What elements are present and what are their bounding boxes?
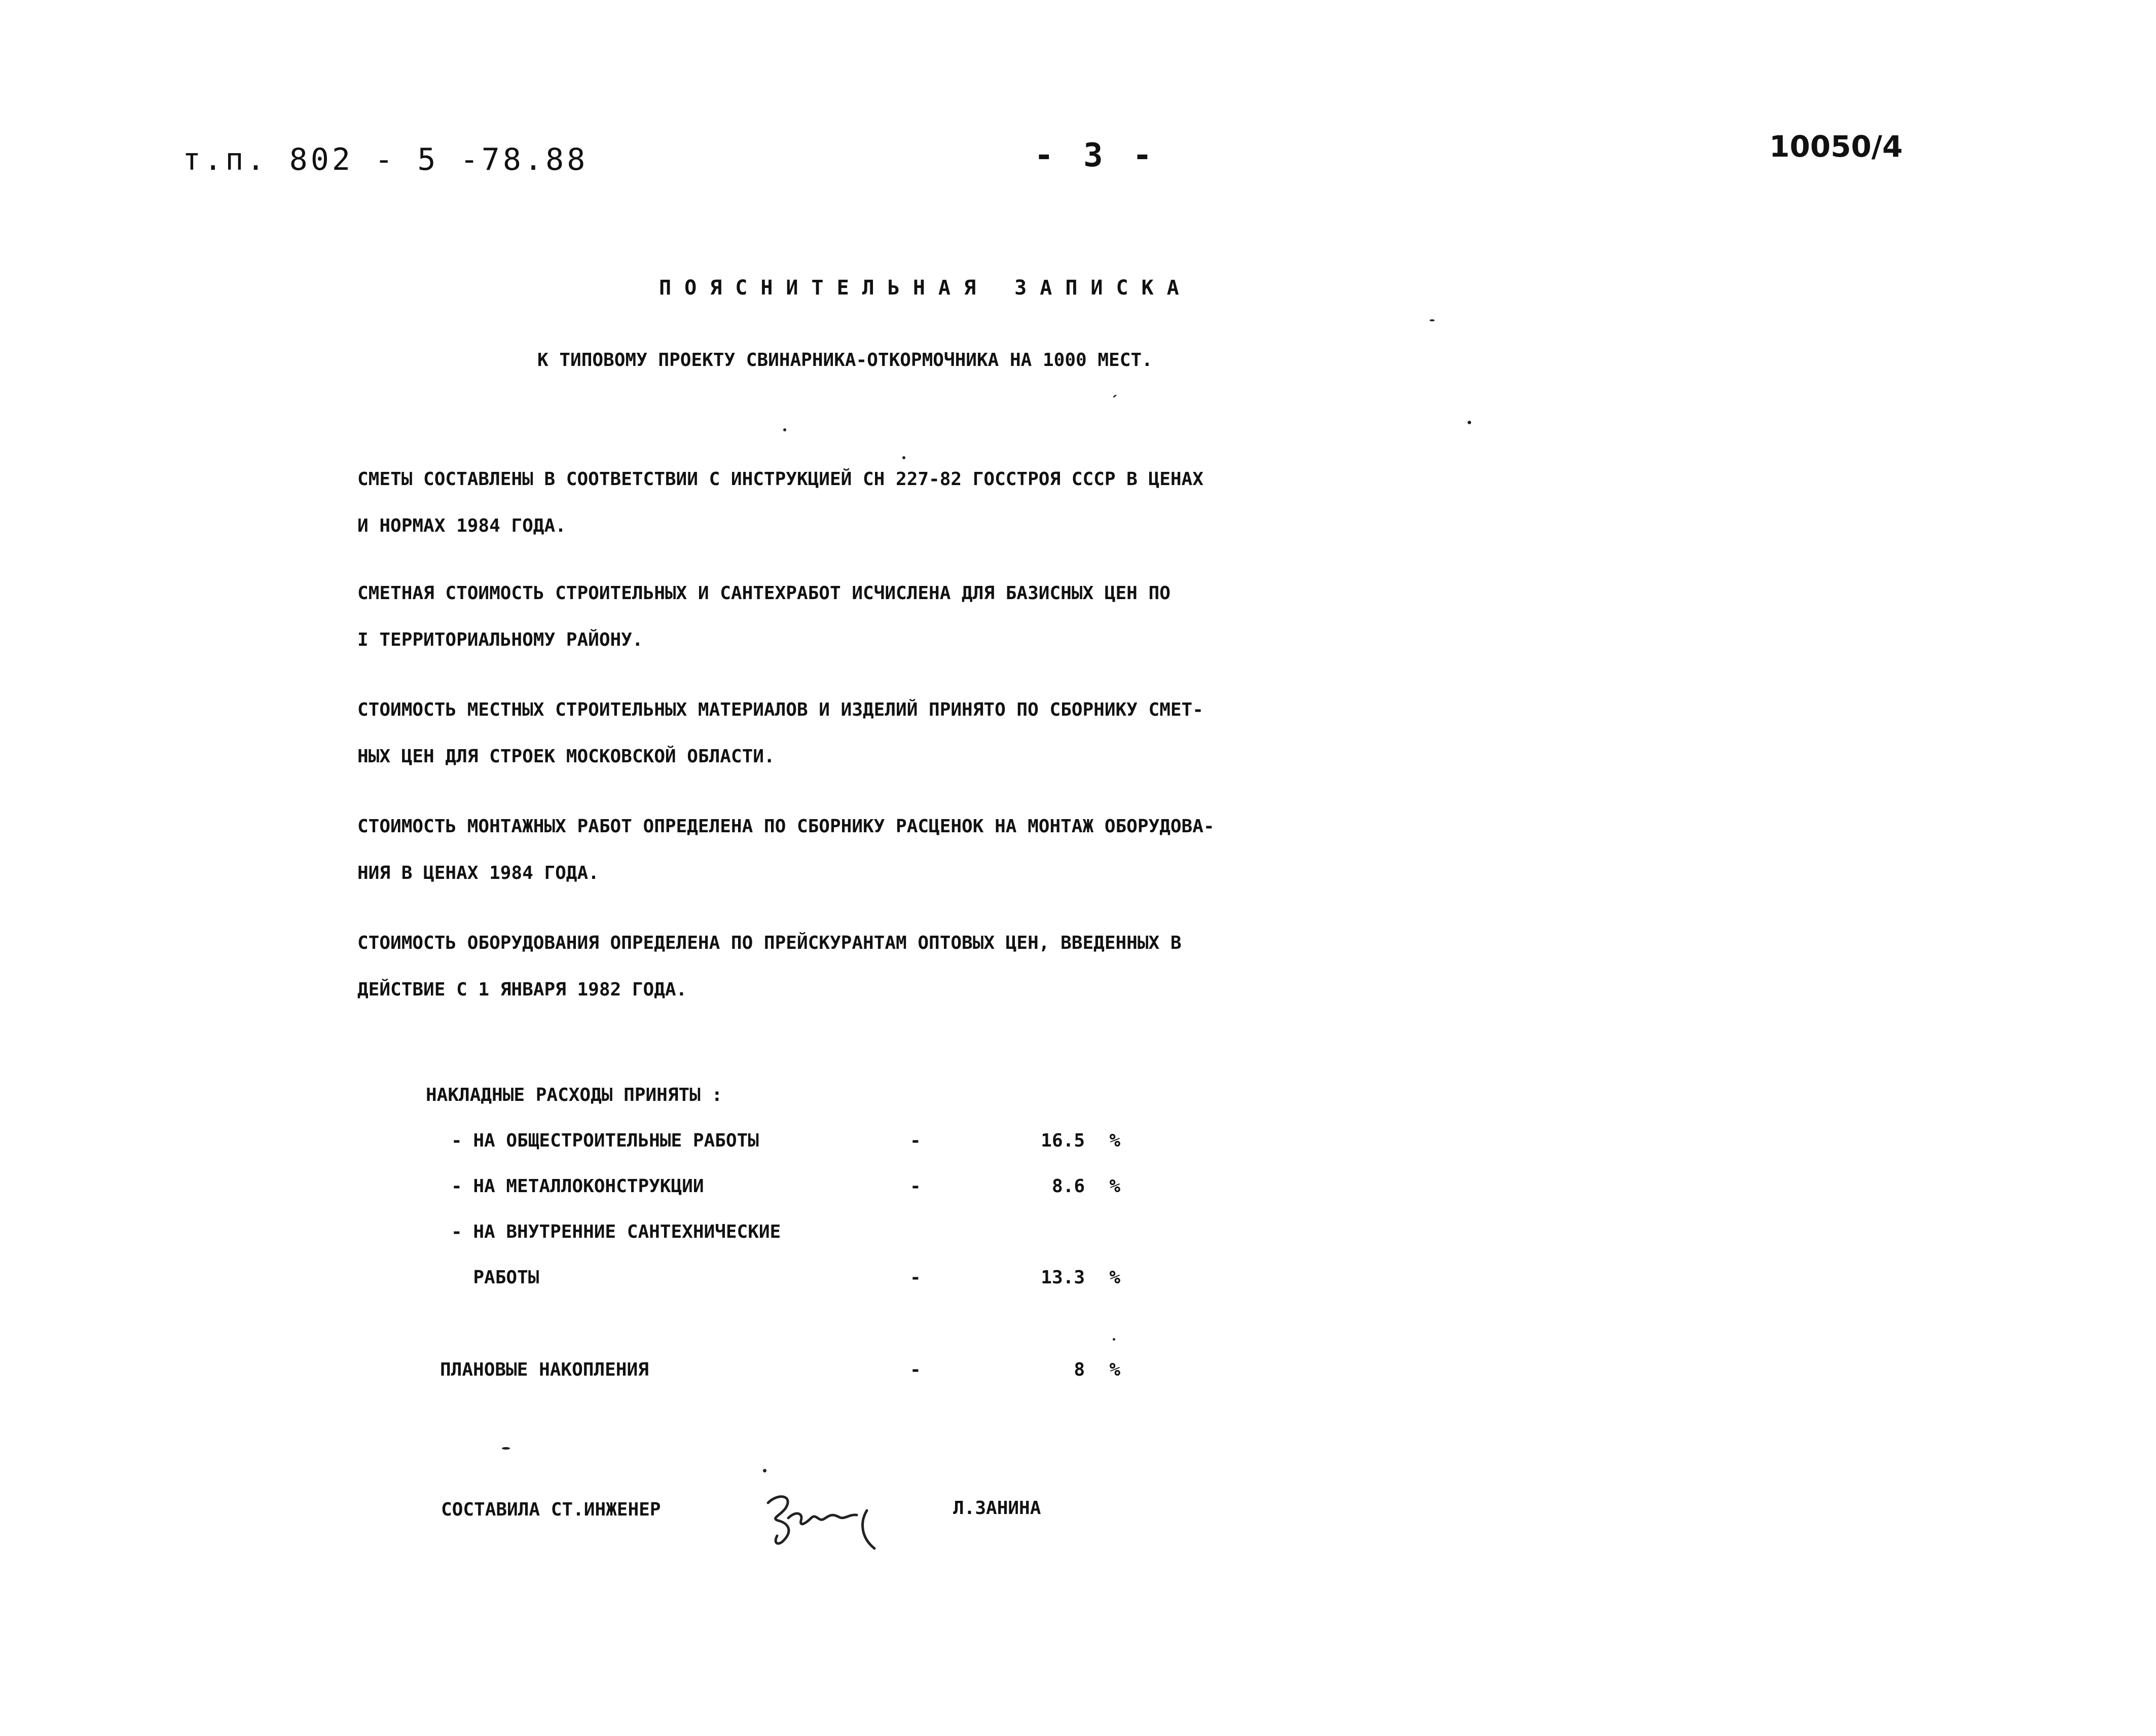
percent-sign: % bbox=[1109, 1176, 1120, 1197]
paragraph-line: И НОРМАХ 1984 ГОДА. bbox=[357, 515, 566, 536]
paragraph-local-materials bbox=[357, 687, 1447, 780]
paragraph-line: СТОИМОСТЬ ОБОРУДОВАНИЯ ОПРЕДЕЛЕНА ПО ПРЕЙСКУРАНТАМ ОПТОВЫХ ЦЕН, ВВЕДЕННЫХ В bbox=[357, 933, 1182, 953]
planned-savings-value: 8 bbox=[1074, 1359, 1085, 1380]
handwritten-signature bbox=[758, 1483, 890, 1554]
paragraph-equipment-cost bbox=[357, 920, 1447, 1013]
scan-speck bbox=[502, 1447, 510, 1450]
paragraph-line: СМЕТНАЯ СТОИМОСТЬ СТРОИТЕЛЬНЫХ И САНТЕХРАБОТ ИСЧИСЛЕНА ДЛЯ БАЗИСНЫХ ЦЕН ПО bbox=[357, 583, 1171, 604]
document-subtitle: К ТИПОВОМУ ПРОЕКТУ СВИНАРНИКА-ОТКОРМОЧНИКА НА 1000 МЕСТ. bbox=[537, 350, 1153, 371]
document-number: т.п. 802 - 5 -78.88 bbox=[182, 142, 589, 177]
paragraph-line: НИЯ В ЦЕНАХ 1984 ГОДА. bbox=[357, 863, 599, 883]
planned-savings-label: ПЛАНОВЫЕ НАКОПЛЕНИЯ bbox=[440, 1359, 649, 1380]
page-number: - 3 - bbox=[1034, 137, 1157, 174]
overhead-row bbox=[451, 1176, 1120, 1206]
scan-speck bbox=[1468, 421, 1471, 424]
paragraph-line: СМЕТЫ СОСТАВЛЕНЫ В СООТВЕТСТВИИ С ИНСТРУКЦИЕЙ СН 227-82 ГОССТРОЯ СССР В ЦЕНАХ bbox=[357, 469, 1203, 490]
scan-speck bbox=[763, 1469, 766, 1472]
overhead-heading: НАКЛАДНЫЕ РАСХОДЫ ПРИНЯТЫ : bbox=[426, 1085, 723, 1105]
paragraph-construction-cost bbox=[357, 570, 1447, 663]
overhead-dash: - bbox=[910, 1176, 921, 1197]
paragraph-installation-works bbox=[357, 803, 1447, 897]
percent-sign: % bbox=[1109, 1267, 1120, 1288]
overhead-label: - НА МЕТАЛЛОКОНСТРУКЦИИ bbox=[451, 1176, 704, 1197]
paragraph-line: I ТЕРРИТОРИАЛЬНОМУ РАЙОНУ. bbox=[357, 630, 643, 650]
overhead-row bbox=[451, 1267, 1120, 1298]
scan-speck bbox=[1113, 1338, 1115, 1341]
overhead-label: - НА ОБЩЕСТРОИТЕЛЬНЫЕ РАБОТЫ bbox=[451, 1130, 759, 1151]
planned-savings-row bbox=[440, 1359, 1120, 1390]
paragraph-line: ДЕЙСТВИЕ С 1 ЯНВАРЯ 1982 ГОДА. bbox=[357, 979, 687, 1000]
overhead-value: 13.3 bbox=[1041, 1267, 1085, 1288]
overhead-value: 8.6 bbox=[1051, 1176, 1085, 1197]
scan-speck bbox=[1430, 319, 1435, 321]
overhead-dash: - bbox=[910, 1267, 921, 1288]
signature-role: СОСТАВИЛА СТ.ИНЖЕНЕР bbox=[441, 1499, 661, 1520]
percent-sign: % bbox=[1109, 1130, 1120, 1151]
paragraph-line: СТОИМОСТЬ МОНТАЖНЫХ РАБОТ ОПРЕДЕЛЕНА ПО СБОРНИКУ РАСЦЕНОК НА МОНТАЖ ОБОРУДОВА- bbox=[357, 816, 1215, 837]
overhead-row bbox=[451, 1130, 1120, 1161]
overhead-dash: - bbox=[910, 1359, 921, 1380]
paragraph-line: СТОИМОСТЬ МЕСТНЫХ СТРОИТЕЛЬНЫХ МАТЕРИАЛОВ И ИЗДЕЛИЙ ПРИНЯТО ПО СБОРНИКУ СМЕТ- bbox=[357, 699, 1203, 720]
paragraph-estimates-basis bbox=[357, 456, 1447, 549]
scan-speck bbox=[783, 428, 786, 431]
overhead-row bbox=[451, 1222, 1120, 1252]
overhead-value: 16.5 bbox=[1041, 1130, 1085, 1151]
scan-speck bbox=[902, 456, 905, 459]
signer-name: Л.ЗАНИНА bbox=[953, 1498, 1041, 1519]
overhead-label: РАБОТЫ bbox=[451, 1267, 539, 1288]
overhead-dash: - bbox=[910, 1130, 921, 1151]
percent-sign: % bbox=[1109, 1359, 1120, 1380]
scan-speck bbox=[1113, 394, 1117, 398]
sheet-code: 10050/4 bbox=[1769, 129, 1903, 164]
paragraph-line: НЫХ ЦЕН ДЛЯ СТРОЕК МОСКОВСКОЙ ОБЛАСТИ. bbox=[357, 746, 775, 767]
document-title: ПОЯСНИТЕЛЬНАЯ ЗАПИСКА bbox=[659, 276, 1192, 300]
overhead-label: - НА ВНУТРЕННИЕ САНТЕХНИЧЕСКИЕ bbox=[451, 1222, 781, 1242]
